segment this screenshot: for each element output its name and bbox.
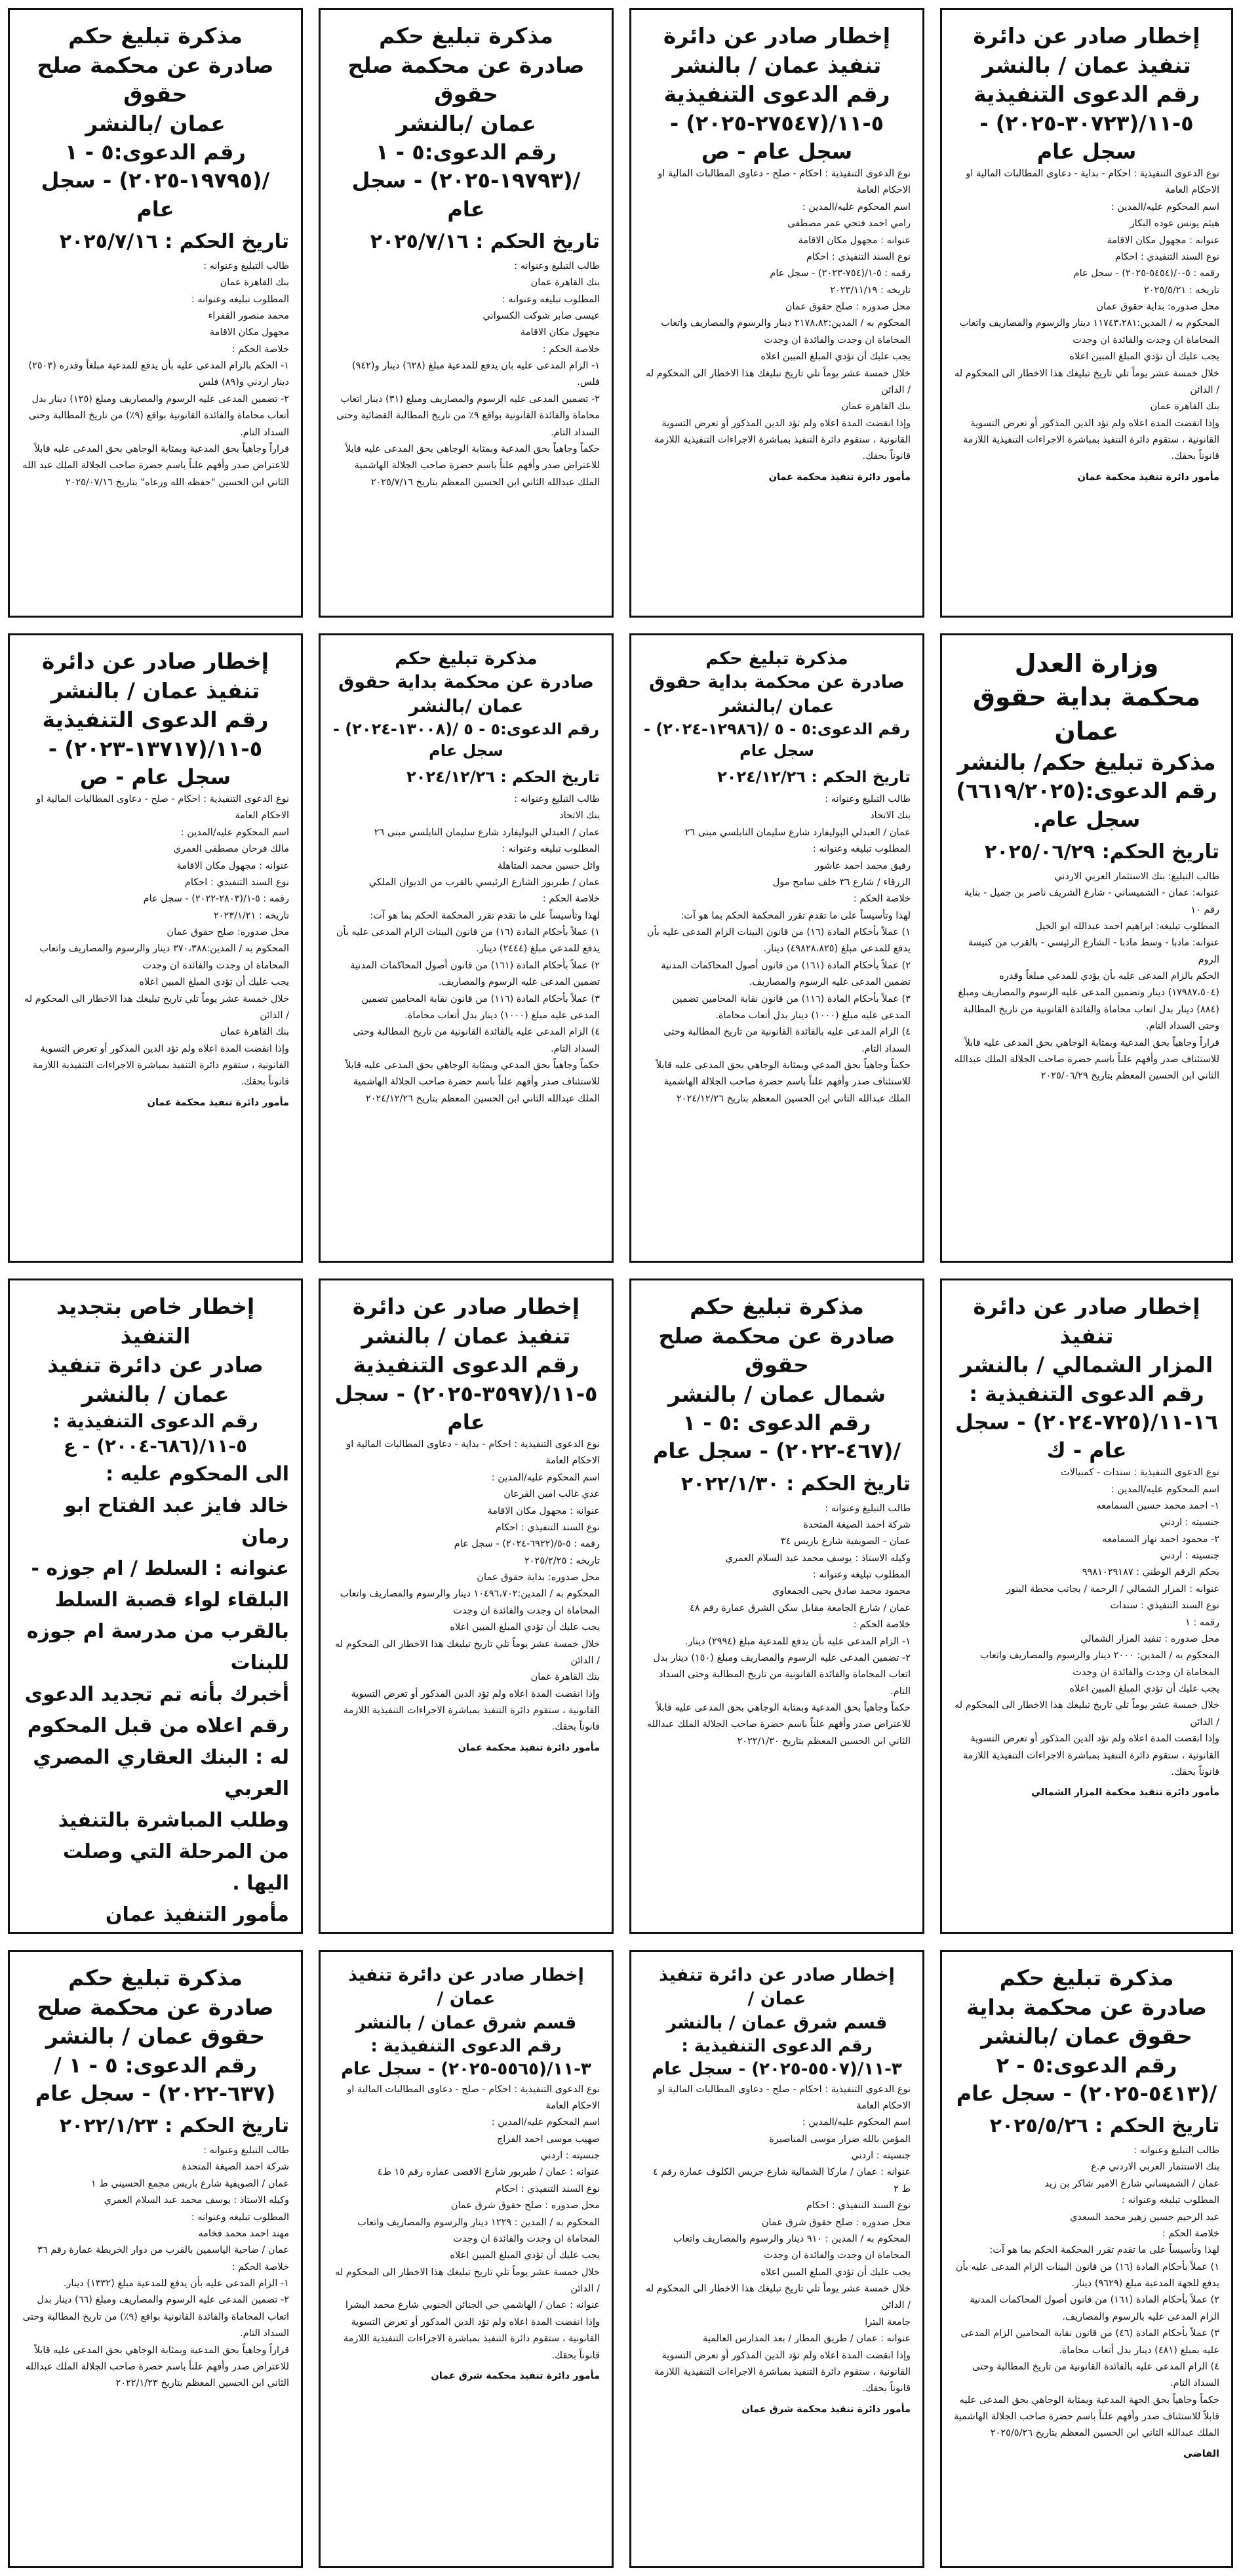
notice-line: هيثم يونس عوده البكار [1130,218,1219,229]
notice-line: شركة احمد الصيغة المتحدة [182,2162,289,2173]
notice-line: رقمه : ٥-١/(٧٥٤-٢٠٢٣) - سجل عام [770,268,911,279]
notice-line: نوع الدعوى التنفيذية : احكام - بداية - دعاوى المطالبات المالية او الاحكام العامة [966,168,1219,196]
notice-card [319,1278,614,1934]
notice-card [8,1950,303,2568]
notice-line: حكماً وجاهياً بحق المدعية وبمثابة الوجاهي بحق المدعى عليه قابلاً للاعتراض صدر وأفهم علناً باسم حضرة صاحب الجلالة الملك عبدالله الثاني ابن الحسين المعظم بتاريخ ٢٠٢٢/١/٣٠ [646,1703,911,1747]
notice-line: عنوانه: مادبا - وسط مادبا - الشارع الرئيسي - بالقرب من كنيسة الروم [968,938,1219,965]
notice-line: ٢- محمود احمد نهار السمامعه [1102,1534,1219,1545]
notice-line: عنوانه : المزار الشمالي / الرحمة / بجانب محطة البنور [1006,1583,1219,1595]
notice-line: نوع الدعوى التنفيذية : احكام - صلح - دعاوى المطالبات المالية او الاحكام العامة [36,794,289,822]
notice-header-2: التنفيذ [120,1322,191,1349]
notice-line: رقمه : ٥-٥/(٦٩٢٢-٢٠٢٤) - سجل عام [454,1539,600,1550]
notice-body [332,1437,600,1736]
notice-line: اسم المحكوم عليه/المدين : [1111,1484,1219,1495]
notice-line: بنك القاهرة عمان [530,1672,600,1683]
notice-line: حكماً وجاهياً بحق الجهة المدعية وبمثابة الوجاهي بحق المدعى عليه قابلاً للاستئناف صدر وأفهم علناً باسم حضرة صاحب الجلالة الهاشمية الملك عبدالله الثاني ابن الحسين المعظم بتاريخ ٢٠٢٥/٥/٢٦ [954,2394,1219,2439]
notice-line: طالب التبليغ وعنوانه : [514,794,600,805]
notice-header-3: شمال عمان / بالنشر [667,1381,886,1407]
notice-line: محل صدوره: بداية حقوق عمان [477,1572,600,1583]
notice-line: يجب عليك أن تؤدي المبلغ المبين اعلاه [139,977,289,988]
notice-line: المطلوب تبليغه وعنوانه : [191,2211,289,2223]
notice-header-3: عمان /بالنشر [396,110,536,136]
notice-line: ١) عملاً بأحكام المادة (١٦) من قانون البينات الزام المدعى عليه بأن يدفع للمدعي مبلغ (٢٤٤٤) دينار. [336,927,600,955]
notice-line: نوع الدعوى التنفيذية : احكام - صلح - دعاوى المطالبات المالية او الاحكام العامة [347,2084,600,2111]
notice-line: اسم المحكوم عليه/المدين : [802,2117,911,2128]
notice-header-2: صادرة عن محكمة بداية حقوق عمان /بالنشر [649,672,905,717]
notice-line: عنوانه : عمان / ماركا الشمالية شارع جريس الكلوف عمارة رقم ٤ ط ٢ [652,2167,911,2194]
notice-body [954,166,1219,466]
notice-line: محل صدوره : صلح حقوق عمان [785,302,911,313]
case-number: رقم الدعوى :٥ - ١ /(٤٦٧-٢٠٢٢) - سجل عام [652,1410,901,1464]
notice-line: لهذا وتأسيساً على ما تقدم تقرر المحكمة الحكم بما هو آت: [370,910,600,921]
judgment-date: تاريخ الحكم : ٢٠٢٤/١٢/٢٦ [717,768,911,787]
signature-line: مأمور دائرة تنفيذ محكمة شرق عمان [431,2370,600,2381]
notice-line: عنوانه: عمان - الشميساني - شارع الشريف ناصر بن جميل - بناية رقم ١٠ [964,888,1219,915]
notice-header-2: صادرة عن محكمة بداية [966,1994,1208,2020]
notice-line: ١- الحكم بالزام المدعى عليه بأن يدفع للمدعية مبلغاً وقدره (٢٥٠٣) دينار اردني و(٨٩) فلس [28,361,289,388]
notice-header-1: إخطار صادر عن دائرة [663,23,891,49]
notice-line: عمان / الصويفية شارع باريس مجمع الحسيني ط ١ [90,2178,289,2189]
case-number: رقم الدعوى:(٦٦١٩/٢٠٢٥) سجل عام. [956,778,1217,832]
notice-line: ٢) عملاً بأحكام المادة (١٦١) من قانون أصول المحاكمات المدنية الزام المدعى عليه بالرسوم والمصاريف. [970,2295,1219,2322]
notice-line: المطلوب تبليغه وعنوانه : [812,1570,911,1581]
notice-line: المحكوم به / المدين: ٢٠٠٠ دينار والرسوم والمصاريف واتعاب المحاماة ان وجدت والفائدة ان وجدت [979,1650,1219,1678]
case-number: رقم الدعوى:٥ - ١ /(١٩٧٩٥-٢٠٢٥) - سجل عام [41,140,270,222]
notice-body [22,258,289,491]
notice-line: نوع الدعوى التنفيذية : احكام - صلح - دعاوى المطالبات المالية او الاحكام العامة [658,168,911,196]
notice-card [629,8,924,618]
notice-header-3: عمان /بالنشر [85,110,226,136]
notice-line: محمد منصور القفراء [208,310,289,321]
signature-line: القاضي [1183,2448,1219,2459]
notice-line: ٣) عملاً بأحكام المادة (١١٦) من قانون نقابة المحامين تضمين المدعى عليه مبلغ (١٠٠٠) دينار بدل أتعاب محاماة. [672,993,911,1021]
notice-line: عنوانه : مجهول مكان الاقامة [487,1505,600,1516]
notice-line: يجب عليك أن تؤدي المبلغ المبين اعلاه [1069,351,1219,363]
notice-header-2: تنفيذ عمان / بالنشر [50,677,260,703]
notice-card [940,8,1233,618]
notice-line: جنسيته : اردني [851,2150,911,2161]
notice-header-1: إخطار صادر عن دائرة [352,1294,580,1319]
notice-line: المطلوب تبليغه وعنوانه : [812,844,911,855]
notice-line: نوع السند التنفيذي : احكام [495,1522,600,1533]
notice-line: حكماً وجاهياً بحق المدعي وبمثابة الوجاهي بحق المدعى عليه قابلاً للاستئناف صدر وأفهم علناً باسم حضرة صاحب الجلالة الهاشمية الملك عبدالله الثاني ابن الحسين المعظم بتاريخ ٢٠٢٤/١٢/٢٦ [656,1060,911,1104]
notice-line: بحكم الرقم الوطني : ٩٩٨١٠٢٩١٨٧ [1082,1567,1219,1578]
notice-body [954,2143,1219,2442]
notice-line: رفيق محمد احمد عاشور [814,860,911,871]
case-number: رقم الدعوى التنفيذية : ٣-١١/(٥٥٠٧-٢٠٢٥) - سجل عام [652,2036,902,2080]
notice-line: محل صدوره: بداية حقوق عمان [1096,302,1219,313]
notice-line: خلال خمسة عشر يوماً تلي تاريخ تبليغك هذا الاخطار الى المحكوم له / الدائن [645,2284,911,2311]
notice-header-2: المزار الشمالي / بالنشر [960,1352,1213,1378]
notice-line: طالب التبليغ وعنوانه : [1133,2145,1219,2156]
notice-line: يجب عليك أن تؤدي المبلغ المبين اعلاه [760,2267,911,2278]
notice-line: بنك القاهرة عمان [220,1027,289,1038]
notice-line: وإذا انقضت المدة اعلاه ولم تؤد الدين المذكور أو تعرض التسوية القانونية ، ستقوم دائرة التنفيذ بمباشرة الاجراءات التنفيذية اللازمة قانوناً بحقك. [962,418,1219,462]
notice-card [319,633,614,1263]
notice-line: وإذا انقضت المدة اعلاه ولم تؤد الدين المذكور أو تعرض التسوية القانونية ، ستقوم دائرة التنفيذ بمباشرة الاجراءات التنفيذية اللازمة قانوناً بحقك. [654,2350,911,2394]
case-number: رقم الدعوى:٥ - ٥ /(١٣٠٠٨-٢٠٢٤) - سجل عام [332,720,600,760]
notice-line: خلاصة الحكم : [542,344,600,355]
notice-line: المحكوم به / المدين:٢١٧٨،٨٢ دينار والرسوم والمصاريف واتعاب المحاماة ان وجدت والفائدة ان وجدت [661,318,911,346]
notice-line: تاريخه : ٢٠٢٣/١/٢١ [213,910,289,921]
notice-line: يجب عليك أن تؤدي المبلغ المبين اعلاه [760,351,911,363]
notice-line: وكيله الاستاذ : يوسف محمد عبد السلام العمري [104,2195,289,2206]
notice-line: عدي غالب امين القرعان [503,1489,600,1500]
notice-line: أخبرك بأنه تم تجديد الدعوى رقم اعلاه من قبل المحكوم له : البنك العقاري المصري العربي [24,1682,289,1800]
notice-line: نوع السند التنفيذي : احكام [806,2200,911,2211]
notice-line: بنك الاتحاد [870,810,911,822]
notice-line: ٤) الزام المدعى عليه بالفائدة القانونية من تاريخ المطالبة وحتى السداد التام. [663,1027,911,1054]
notice-header-1: مذكرة تبليغ حكم [395,648,538,669]
notice-line: خلال خمسة عشر يوماً تلي تاريخ تبليغك هذا الاخطار الى المحكوم له / الدائن [334,2267,600,2294]
notice-header-1: إخطار صادر عن دائرة [41,648,269,674]
notice-card [8,8,303,618]
notice-line: وائل حسين محمد المتاهلة [497,860,600,871]
notice-body [22,2143,289,2392]
notice-card [940,633,1233,1263]
notice-line: خلال خمسة عشر يوماً تلي تاريخ تبليغك هذا الاخطار الى المحكوم له / الدائن [954,1700,1219,1728]
notice-line: مهند احمد محمد فخامه [198,2228,289,2239]
notice-line: نوع السند التنفيذي : سندات [1110,1600,1219,1612]
notice-line: بنك الاستثمار العربي الاردني م.ع [1091,2162,1219,2173]
case-number: رقم الدعوى التنفيذية : ٥-١١/(٦٨٦-٢٠٠٤) - ع [52,1410,258,1457]
notice-card [319,1950,614,2568]
notice-line: اسم المحكوم عليه/المدين : [1111,201,1219,212]
notice-line: حكماً وجاهياً بحق المدعي وبمثابة الوجاهي بحق المدعى عليه قابلاً للاستئناف صدر وأفهم علناً باسم حضرة صاحب الجلالة الهاشمية الملك عبدالله الثاني ابن الحسين المعظم بتاريخ ٢٠٢٤/١٢/٢٦ [345,1060,600,1104]
notice-line: رقمه : ١ [1185,1617,1219,1628]
case-number: ٥-١١/(٢٧٥٤٧-٢٠٢٥) - سجل عام - ص [669,110,884,164]
notice-header-3: رقم الدعوى التنفيذية [353,1352,580,1378]
notice-line: المحكوم به / المدين:٣٧٠،٣٨٨ دينار والرسوم والمصاريف واتعاب المحاماة ان وجدت والفائدة ان وجدت [39,943,289,971]
notice-line: ١- احمد محمد حسين السمامعه [1096,1500,1219,1511]
notice-line: الزرقاء / شارع ٣٦ خلف سامح مول [772,877,911,888]
signature-line: مأمور دائرة تنفيذ محكمة شرق عمان [741,2404,911,2415]
notice-line: محل صدوره : تنفيذ المزار الشمالي [1080,1633,1219,1644]
notice-line: مالك فرحان مصطفى العمري [173,844,289,855]
notice-line: طالب التبليغ وعنوانه : [514,260,600,271]
case-number: ٥-١١/(٣٠٧٢٣-٢٠٢٥) - سجل عام [979,110,1194,164]
notice-line: عنوانه : السلط / ام جوزه - البلقاء لواء قصبة السلط بالقرب من مدرسة ام جوزه للبنات [26,1556,289,1674]
notice-header-3: حقوق عمان / بالنشر [45,2023,266,2050]
notice-line: عبد الرحيم حسين زهير محمد السعدي [1070,2211,1219,2223]
case-number: رقم الدعوى:٥ - ١ /(١٩٧٩٣-٢٠٢٥) - سجل عام [351,140,581,222]
judgment-date: تاريخ الحكم : ٢٠٢٥/٧/١٦ [370,229,600,253]
notice-line: عنوانه : عمان / طبربور شارع الاقصى عماره رقم ١٥ ط٤ [377,2167,600,2178]
notice-line: عنوانه : عمان / طريق المطار / بعد المدارس العالمية [702,2333,911,2345]
notice-line: يجب عليك أن تؤدي المبلغ المبين اعلاه [450,2250,600,2261]
notice-body [332,791,600,1107]
notice-line: عمان / العبدلي البوليفارد شارع سليمان النابلسي مبنى ٢٦ [684,827,911,838]
notice-line: خلاصة الحكم : [542,894,600,905]
notice-header-2: صادرة عن محكمة صلح حقوق [37,52,274,108]
notice-header-2: تنفيذ عمان / بالنشر [361,1322,571,1349]
notice-card [629,1950,924,2568]
notice-line: مجهول مكان الاقامة [520,327,600,338]
notice-body [643,1501,911,1751]
notice-body [332,2082,600,2364]
notice-line: الحكم بالزام المدعى عليه بأن يؤدي للمدعي مبلغاً وقدره (١٧٩٨٧،٥٠٤) دينار وتضمين المدعى عليه الرسوم والمصاريف ومبلغ (٨٨٤) دينار بدل اتعاب محاماة والفائدة القانونية من تاريخ المطالبة وحتى السداد التام. [958,971,1219,1032]
case-number: رقم الدعوى:٥ - ٥ /(١٢٩٨٦-٢٠٢٤) - سجل عام [643,720,911,760]
notice-header-3: حقوق عمان /بالنشر [981,2023,1192,2050]
notice-line: عيسى صابر شوكت الكسواني [483,310,600,321]
notice-line: عمان / ضاحية الياسمين بالقرب من دوار الخريطة عمارة رقم ٣٦ [37,2245,289,2256]
notice-line: وإذا انقضت المدة اعلاه ولم تؤد الدين المذكور أو تعرض التسوية القانونية ، ستقوم دائرة التنفيذ بمباشرة الاجراءات التنفيذية اللازمة قانوناً بحقك. [343,1688,600,1733]
notice-line: خلاصة الحكم : [231,2261,289,2272]
notice-body [954,1465,1219,1781]
notice-line: المطلوب تبليغه وعنوانه : [1121,2195,1219,2206]
notice-line: نوع السند التنفيذي : احكام [1114,251,1219,262]
notice-line: محمود محمد صادق يحيى الجمعاوي [772,1586,911,1597]
judgment-date: تاريخ الحكم : ٢٠٢٥/٥/٢٦ [989,2114,1219,2138]
notice-line: ١- الزام المدعى عليه بأن يدفع للمدعية مبلغ (١٣٣٢) دينار. [63,2278,289,2289]
notice-line: وإذا انقضت المدة اعلاه ولم تؤد الدين المذكور أو تعرض التسوية القانونية ، ستقوم دائرة التنفيذ بمباشرة الاجراءات التنفيذية اللازمة قانوناً بحقك. [32,1043,289,1088]
notice-header-1: إخطار خاص بتجديد [56,1294,255,1319]
judgment-date: تاريخ الحكم : ٢٠٢٢/١/٢٣ [59,2114,289,2138]
notice-line: المحكوم به / المدين : ٩١٠ دينار والرسوم والمصاريف واتعاب المحاماة ان وجدت والفائدة ان وجدت [673,2233,911,2261]
notice-line: نوع السند التنفيذي : احكام [184,877,289,888]
notice-line: خلال خمسة عشر يوماً تلي تاريخ تبليغك هذا الاخطار الى المحكوم له / الدائن [334,1638,600,1666]
notice-card [629,633,924,1263]
notice-line: تاريخه : ٢٠٢٥/٥/٢١ [1143,285,1219,296]
case-number: رقم الدعوى التنفيذية : ١٦-١١/(٧٢٥-٢٠٢٤) - سجل عام - ك [955,1381,1218,1463]
notice-line: عنوانه : عمان / الهاشمي حي الجنائن الجنوبي شارع محمد البشرا [345,2300,600,2311]
notice-line: ٤) الزام المدعى عليه بالفائدة القانونية من تاريخ المطالبة وحتى السداد التام. [972,2361,1219,2389]
judgment-date: تاريخ الحكم : ٢٠٢٢/١/٣٠ [680,1472,911,1496]
notice-line: طالب التبليغ وعنوانه : [825,1503,911,1514]
notice-line: عمان / طبربور الشارع الرئيسي بالقرب من الديوان الملكي [368,877,600,888]
notice-line: حكماً وجاهياً بحق المدعية وبمثابة الوجاهي بحق المدعى عليه قابلاً للاعتراض صدر وأفهم علناً باسم حضرة صاحب الجلالة الهاشمية الملك عبدالله الثاني ابن الحسين المعظم بتاريخ ٢٠٢٥/٧/١٦ [345,443,600,488]
notice-line: مجهول مكان الاقامة [209,327,289,338]
notice-line: الى المحكوم عليه : [106,1462,289,1486]
notice-header-2: صادرة عن محكمة بداية حقوق عمان /بالنشر [338,672,594,717]
notice-card [940,1950,1233,2568]
notice-line: اسم المحكوم عليه/المدين : [491,1472,600,1483]
notice-line: المطلوب تبليغه وعنوانه : [502,844,600,855]
notice-card [8,633,303,1263]
notice-header-3: مذكرة تبليغ حكم/ بالنشر [957,749,1216,775]
notice-line: بنك القاهرة عمان [841,401,911,412]
notice-line: وكيله الاستاذ : يوسف محمد عبد السلام العمري [725,1553,911,1564]
notice-line: شركة احمد الصيغة المتحدة [803,1519,911,1530]
notice-line: قراراً وجاهياً بحق المدعية وبمثابة الوجاهي بحق المدعى عليه قابلاً للاعتراض صدر وأفهم علناً باسم حضرة صاحب الجلالة الملك عبد الله الثاني ابن الحسين "حفظه الله ورعاه" بتاريخ ٢٠٢٥/٠٧/١٦ [22,443,289,488]
notice-line: ٢) عملاً بأحكام المادة (١٦١) من قانون أصول المحاكمات المدنية تضمين المدعى عليه الرسوم والمصاريف. [661,960,911,988]
notice-line: قراراً وجاهياً بحق المدعية وبمثابة الوجاهي بحق المدعى عليه قابلاً للاعتراض صدر وأفهم علناً باسم حضرة صاحب الجلالة الملك عبدالله الثاني ابن الحسين المعظم بتاريخ ٢٠٢٢/١/٢٣ [25,2345,289,2389]
notice-header-2: تنفيذ عمان / بالنشر [672,52,882,78]
signature-line: مأمور دائرة تنفيذ محكمة عمان [458,1742,600,1753]
notice-line: خلال خمسة عشر يوماً تلي تاريخ تبليغك هذا الاخطار الى المحكوم له / الدائن [954,368,1219,395]
notice-line: طالب التبليغ وعنوانه : [203,260,289,271]
signature-line: مأمور دائرة تنفيذ محكمة المزار الشمالي [1031,1787,1219,1798]
notice-line: يجب عليك أن تؤدي المبلغ المبين اعلاه [450,1622,600,1633]
case-number: رقم الدعوى:٥ - ٢ /(٥٤١٣-٢٠٢٥) - سجل عام [956,2052,1217,2106]
signature-line: مأمور دائرة تنفيذ محكمة عمان [1077,471,1219,483]
notice-line: جنسيته : اردني [1160,1551,1219,1562]
notice-line: جنسيته : اردني [1160,1517,1219,1528]
notice-line: ٢- تضمين المدعى عليه الرسوم والمصاريف ومبلغ (٣١) دينار اتعاب محاماة والفائدة القانونية بواقع ٩٪ من تاريخ المطالبة القضائية وحتى السداد التام. [336,393,600,438]
notice-header-3: رقم الدعوى التنفيذية [973,81,1200,108]
notice-line: المطلوب تبليغه: ابراهيم احمد عبدالله ابو الخيل [1035,921,1219,932]
notice-line: قراراً وجاهياً بحق المدعية وبمثابة الوجاهي بحق المدعى عليه قابلاً للاستئناف صدر وأفهم علناً باسم حضرة صاحب الجلالة الملك عبدالله الثاني ابن الحسين المعظم بتاريخ ٢٠٢٥/٠٦/٢٩ [954,1037,1219,1082]
notice-line: المطلوب تبليغه وعنوانه : [502,294,600,305]
notice-line: نوع السند التنفيذي : احكام [806,251,911,262]
notice-line: خلاصة الحكم : [231,344,289,355]
notice-header-1: إخطار صادر عن دائرة [973,23,1200,49]
notice-header-2: صادرة عن محكمة صلح حقوق [658,1322,896,1378]
notice-line: ١- الزام المدعى عليه بان يدفع للمدعية مبلغ (٦٢٨) دينار و(٩٤٢) فلس. [351,361,600,388]
notice-line: لهذا وتأسيساً على ما تقدم تقرر المحكمة الحكم بما هو آت: [680,910,911,921]
notice-line: صهيب موسى احمد الفراج [496,2133,600,2145]
notice-body [643,2082,911,2398]
notice-line: ٣) عملاً بأحكام المادة (١١٦) من قانون نقابة المحامين تضمين المدعى عليه مبلغ (١٠٠٠) دينار بدل أتعاب محاماة. [361,993,600,1021]
notice-line: المطلوب تبليغه وعنوانه : [191,294,289,305]
notice-line: عمان - الصويفية شارع باريس ٣٤ [780,1536,911,1547]
notice-line: بنك القاهرة عمان [220,277,289,288]
notice-line: خلاصة الحكم : [853,1619,911,1631]
notice-line: جنسيته : اردني [540,2150,600,2161]
notice-body [954,869,1219,1085]
notice-line: طالب التبليغ: بنك الاستثمار العربي الاردني [1054,871,1219,882]
notice-line: وإذا انقضت المدة اعلاه ولم تؤد الدين المذكور أو تعرض التسوية القانونية ، ستقوم دائرة التنفيذ بمباشرة الاجراءات التنفيذية اللازمة قانوناً بحقك. [962,1734,1219,1777]
notice-line: ١- الزام المدعى عليه بأن يدفع للمدعية مبلغ (٢٩٩٤) دينار. [684,1636,911,1647]
notice-body [332,258,600,491]
judgment-date: تاريخ الحكم: ٢٠٢٥/٠٦/٢٩ [984,840,1219,863]
notice-header-3: رقم الدعوى التنفيذية [42,707,269,733]
notice-header-4: عمان / بالنشر [81,1381,229,1407]
notice-header-1: إخطار صادر عن دائرة تنفيذ [973,1294,1200,1349]
notice-header-2: صادرة عن محكمة صلح حقوق [347,52,585,108]
notice-line: تاريخه : ٢٠٢٣/١١/١٩ [830,285,911,296]
notice-line: عنوانه : مجهول مكان الاقامة [798,235,911,246]
notice-line: ٢) عملاً بأحكام المادة (١٦١) من قانون أصول المحاكمات المدنية تضمين المدعى عليه الرسوم والمصاريف. [350,960,600,988]
notice-card [8,1278,303,1934]
notice-line: بنك الاتحاد [559,810,600,822]
case-number: ٥-١١/(١٣٧١٧-٢٠٢٣) - سجل عام - ص [48,736,263,789]
notice-line: ٢- تضمين المدعى عليه الرسوم والمصاريف ومبلغ (١٢٥) دينار بدل أتعاب محاماة والفائدة القانونية بواقع (٩٪) من تاريخ المطالبة وحتى السداد التام. [28,393,289,438]
notice-line: طالب التبليغ وعنوانه : [203,2145,289,2156]
notice-header-2: تنفيذ عمان / بالنشر [982,52,1191,78]
notice-line: وطلب المباشرة بالتنفيذ من المرحلة التي وصلت اليها . [58,1808,289,1895]
notice-header-1: مذكرة تبليغ حكم [379,23,553,49]
notice-line: ٢- تضمين المدعى عليه الرسوم والمصاريف ومبلغ (١٥٠) دينار بدل اتعاب المحاماة والفائدة القانونية من تاريخ المطالبة وحتى السداد التام. [653,1652,911,1697]
notice-line: تاريخه : ٢٠٢٥/٢/٢٥ [524,1555,600,1566]
notice-line: ٢- تضمين المدعى عليه الرسوم والمصاريف ومبلغ (٦٦) دينار بدل اتعاب المحاماة والفائدة القانونية بواقع (٩٪) من تاريخ المطالبة وحتى السداد التام. [22,2295,289,2339]
notice-line: المؤمن بالله ضرار موسى المناصيرة [769,2133,911,2145]
notice-body [22,791,289,1091]
notice-line: خلال خمسة عشر يوماً تلي تاريخ تبليغك هذا الاخطار الى المحكوم له / الدائن [24,993,289,1021]
notice-header-1: إخطار صادر عن دائرة تنفيذ عمان / [348,1965,584,2010]
notice-line: اسم المحكوم عليه/المدين : [180,827,289,838]
notice-line: اسم المحكوم عليه/المدين : [491,2117,600,2128]
notice-line: لهذا وتأسيساً على ما تقدم تقرر المحكمة الحكم بما هو آت: [989,2245,1219,2256]
signature-line: مأمور دائرة تنفيذ محكمة عمان [768,471,911,483]
notice-header-1: مذكرة تبليغ حكم [690,1294,864,1319]
notice-line: عنوانه : مجهول مكان الاقامة [1107,235,1219,246]
notice-header-1: مذكرة تبليغ حكم [68,1965,243,1991]
notice-line: رقمه : ٥-١/(٢٨٠٣-٢٠٢٢) - سجل عام [143,894,289,905]
signature-line: مأمور دائرة تنفيذ محكمة عمان [147,1097,289,1108]
notice-line: خلال خمسة عشر يوماً تلي تاريخ تبليغك هذا الاخطار الى المحكوم له / الدائن [645,368,911,395]
notice-header-1: مذكرة تبليغ حكم [705,648,848,669]
notice-line: خلاصة الحكم : [853,894,911,905]
notice-card [940,1278,1233,1934]
notice-line: المحكوم به / المدين:١٠٤٩٦،٧٠٢ دينار والرسوم والمصاريف واتعاب المحاماة ان وجدت والفائدة ان وجدت [340,1589,600,1616]
notice-line: طالب التبليغ وعنوانه : [825,794,911,805]
notice-header-1: وزارة العدل [1014,649,1159,678]
notice-line: وإذا انقضت المدة اعلاه ولم تؤد الدين المذكور أو تعرض التسوية القانونية ، ستقوم دائرة التنفيذ بمباشرة الاجراءات التنفيذية اللازمة قانوناً بحقك. [343,2316,600,2361]
notice-line: نوع الدعوى التنفيذية : احكام - بداية - دعاوى المطالبات المالية او الاحكام العامة [346,1439,600,1467]
notice-line: محل صدوره : صلح حقوق شرق عمان [761,2217,911,2228]
notice-line: عمان / العبدلي البوليفارد شارع سليمان النابلسي مبنى ٢٦ [374,827,600,838]
notice-card [319,8,614,618]
notice-line: ١) عملاً بأحكام المادة (١٦) من قانون البينات الزام المدعى عليه بأن يدفع للجهة المدعية مبلغ (٩٦٢٩) دينار. [955,2261,1219,2289]
notice-line: بنك القاهرة عمان [530,277,600,288]
notice-line: بنك القاهرة عمان [1150,401,1219,412]
notice-line: جامعة البترا [865,2316,911,2328]
notice-line: نوع السند التنفيذي : احكام [495,2183,600,2194]
notice-line: المحكوم به / المدين:١١٧٤٣،٢٨١ دينار والرسوم والمصاريف واتعاب المحاماة ان وجدت والفائدة ان وجدت [959,318,1219,346]
notice-line: خلاصة الحكم : [1162,2228,1219,2239]
notice-header-1: مذكرة تبليغ حكم [68,23,243,49]
judgment-date: تاريخ الحكم : ٢٠٢٥/٧/١٦ [59,229,289,253]
case-number: رقم الدعوى: ٥ - ١ / (٦٣٧-٢٠٢٢) - سجل عام [35,2052,276,2106]
notice-line: ١) عملاً بأحكام المادة (١٦) من قانون البينات الزام المدعى عليه بأن يدفع للمدعي مبلغ (٤٩٨٢٨،٨٢٥) دينار. [646,927,911,955]
notice-line: عمان / شارع الجامعة مقابل سكن الشرق عمارة رقم ٤٨ [689,1602,911,1614]
notice-line: ٤) الزام المدعى عليه بالفائدة القانونية من تاريخ المطالبة وحتى السداد التام. [353,1027,600,1054]
notice-line: عمان / الشميساني شارع الامير شاكر بن زيد [1044,2178,1219,2189]
notice-body [643,166,911,466]
notice-line: رقمه : ٥-٠/(٥٤٥٤-٢٠٢٥) - سجل عام [1073,268,1219,279]
notice-line: رامي احمد فتحي عمر مصطفى [787,218,911,229]
notice-header-1: إخطار صادر عن دائرة تنفيذ عمان / [659,1965,895,2010]
notice-line: محل صدوره: صلح حقوق عمان [167,927,289,938]
notice-line: وإذا انقضت المدة اعلاه ولم تؤد الدين المذكور أو تعرض التسوية القانونية ، ستقوم دائرة التنفيذ بمباشرة الاجراءات التنفيذية اللازمة قانوناً بحقك. [654,418,911,462]
notice-line: خالد فايز عبد الفتاح ابو رمان [64,1494,289,1549]
notice-header-2: قسم شرق عمان / بالنشر [666,2012,888,2033]
notice-body [643,791,911,1107]
notice-line: محل صدوره : صلح حقوق شرق عمان [450,2200,600,2211]
notice-header-2: محكمة بداية حقوق عمان [972,683,1201,745]
notice-line: المحكوم به / المدين : ١٢٢٩ دينار والرسوم والمصاريف واتعاب المحاماة ان وجدت والفائدة ان وجدت [357,2217,600,2244]
notice-line: نوع الدعوى التنفيذية : سندات - كمبيالات [1060,1467,1219,1478]
notice-line: نوع الدعوى التنفيذية : احكام - صلح - دعاوى المطالبات المالية او الاحكام العامة [658,2084,911,2111]
notice-header-2: صادرة عن محكمة صلح [37,1994,274,2020]
case-number: رقم الدعوى التنفيذية : ٣-١١/(٥٥٦٥-٢٠٢٥) - سجل عام [341,2036,591,2080]
notice-line: ٣) عملاً بأحكام المادة (٤٦) من قانون نقابة المحامين الزام المدعى عليه بمبلغ (٤٨١) دينار بدل أتعاب محاماة. [960,2328,1219,2356]
notice-header-3: رقم الدعوى التنفيذية [663,81,890,108]
notice-header-2: قسم شرق عمان / بالنشر [355,2012,577,2033]
judgment-date: تاريخ الحكم : ٢٠٢٤/١٢/٢٦ [406,768,600,787]
notice-line: مأمور التنفيذ عمان [105,1903,289,1926]
case-number: ٥-١١/(٣٥٩٧-٢٠٢٥) - سجل عام [334,1381,598,1435]
notice-line: اسم المحكوم عليه/المدين : [802,201,911,212]
notice-line: يجب عليك أن تؤدي المبلغ المبين اعلاه [1069,1684,1219,1695]
notice-line: عنوانه : مجهول مكان الاقامة [176,860,289,871]
notice-header-3: صادر عن دائرة تنفيذ [47,1352,264,1378]
notice-card [629,1278,924,1934]
notice-header-1: مذكرة تبليغ حكم [999,1965,1174,1991]
